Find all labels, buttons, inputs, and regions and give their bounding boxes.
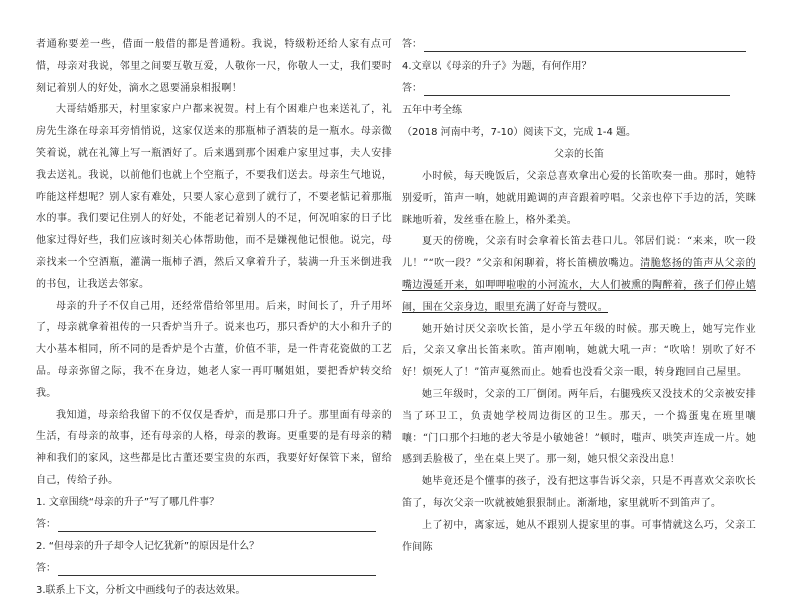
question-4: 4.文章以《母亲的升子》为题，有何作用？ [402, 61, 592, 72]
article-paragraph-4: 她三年级时，父亲的工厂倒闭。两年后，右腿残疾又没技术的父亲被安排当了环卫工，负责她学校周边街区的卫生。那天，一个捣蛋鬼在班里嚷嚷：“门口那个扫地的老大爷是小敏她爸！”顿时，嗤声、哄笑声连成一片。她感到丢脸极了，坐在桌上哭了。那一刻，她只恨父亲没出息！ [402, 388, 756, 466]
article-paragraph-2-text: 夏天的傍晚，父亲有时会拿着长笛去巷口儿。邻居们说：“来来，吹一段儿！”“吹一段？”父亲和闲聊着，将长笛横放嘴边。 [402, 236, 756, 270]
answer-line-2[interactable] [36, 558, 392, 580]
article-paragraph-5: 她毕竟还是个懂事的孩子，没有把这事告诉父亲，只是不再喜欢父亲吹长笛了，每次父亲一吹就被她狠狠制止。渐渐地，家里就听不到笛声了。 [402, 476, 756, 509]
article-paragraph-6: 上了初中，离家远，她从不跟别人提家里的事。可事情就这么巧，父亲工作间陈 [402, 519, 756, 553]
source-note: （2018 河南中考，7-10）阅读下文，完成 1-4 题。 [402, 127, 637, 138]
question-3: 3.联系上下文，分析文中画线句子的表达效果。 [36, 584, 246, 596]
answer-label: 答： [36, 562, 56, 574]
article-paragraph-1: 小时候，每天晚饭后，父亲总喜欢拿出心爱的长笛吹奏一曲。那时，她特别爱听，笛声一响，她就用跪调的声音跟着哼唱。父亲也停下手边的活，笑眯眯地听着，发丝垂在脸上，格外柔美。 [402, 171, 756, 226]
answer-label: 答： [402, 83, 422, 94]
story-paragraph-2: 大哥结婚那天，村里家家户户都来祝贺。村上有个困难户也来送礼了，礼房先生涤在母亲耳旁悄悄说，这家仅送来的那瓶柿子酒装的是一瓶水。母亲微笑着说，就在礼簿上写一瓶酒好了。后来遇到那个困难户家里过事，夫人安排我去送礼。我说，以前他们也就上个空瓶子，不要我们送去。母亲生气地说，咋能这样想呢？别人家有难处，只要人家心意到了就行了，不要老惦记着那瓶水的事。我们要记住别人的好处，不能老记着别人的不足，何况咱家的日子比他家过得好些，我们应该时刻关心体帮助他，而不是嫌视他记恨他。说完，母亲找来一个空酒瓶，灌满一瓶柿子酒，然后又拿着升子，装满一升玉米倒进我的书包，让我送去邻家。 [36, 104, 392, 290]
question-1: 1. 文章围绕“母亲的升子”写了哪几件事？ [36, 496, 220, 508]
story-paragraph-4: 我知道，母亲给我留下的不仅仅是香炉，而是那口升子。那里面有母亲的生活，有母亲的故事，还有母亲的人格，母亲的教诲。更重要的是有母亲的精神和我们的家风，这些都是比古董还要宝贵的东西，我要好好保管下来，留给自己，传给子孙。 [36, 409, 392, 486]
article-paragraph-2 [402, 231, 756, 318]
story-paragraph-3: 母亲的升子不仅自己用，还经常借给邻里用。后来，时间长了，升子用坏了，母亲就拿着祖传的一只香炉当升子。说来也巧，那只香炉的大小和升子的大小基本相同，所不同的是香炉是个古董，价值不菲，是一件青花瓷做的工艺品。母亲弥留之际，我不在身边，她老人家一再叮嘱姐姐，要把香炉转交给我。 [36, 300, 392, 399]
left-column [36, 34, 392, 602]
answer-label: 答： [36, 518, 56, 530]
story-paragraph-1: 者通称要差一些，借面一般借的都是普通粉。我说，特级粉还给人家有点可惜，母亲对我说，邻里之间要互敬互爱，人敬你一尺，你敬人一丈，我们要时刻记着别人的好处，滴水之恩要涌泉相报啊！ [36, 39, 392, 94]
article-title: 父亲的长笛 [554, 149, 604, 160]
answer-line-1[interactable] [36, 514, 392, 536]
underlined-sentence: 清脆悠扬的笛声从父亲的嘴边漫延开来，如呷呷啦啦的小河流水，大人们被熏的陶醉着，孩子们停止嬉闹，围在父亲身边，眼里充满了好奇与赞叹。 [402, 258, 756, 313]
answer-line-3[interactable] [402, 34, 756, 56]
question-2: 2. “但母亲的升子却令人记忆犹新”的原因是什么？ [36, 540, 260, 552]
answer-line-4[interactable] [402, 78, 756, 100]
section-heading: 五年中考全练 [402, 105, 462, 116]
article-paragraph-3: 她开始讨厌父亲吹长笛，是小学五年级的时候。那天晚上，她写完作业后，父亲又拿出长笛来吹。笛声刚响，她就大吼一声：“吹啥！别吹了好不好！烦死人了！”笛声戛然而止。她看也没看父亲一眼，转身跑回自己屋里。 [402, 323, 756, 379]
right-column [402, 34, 756, 558]
answer-label: 答： [402, 39, 422, 50]
